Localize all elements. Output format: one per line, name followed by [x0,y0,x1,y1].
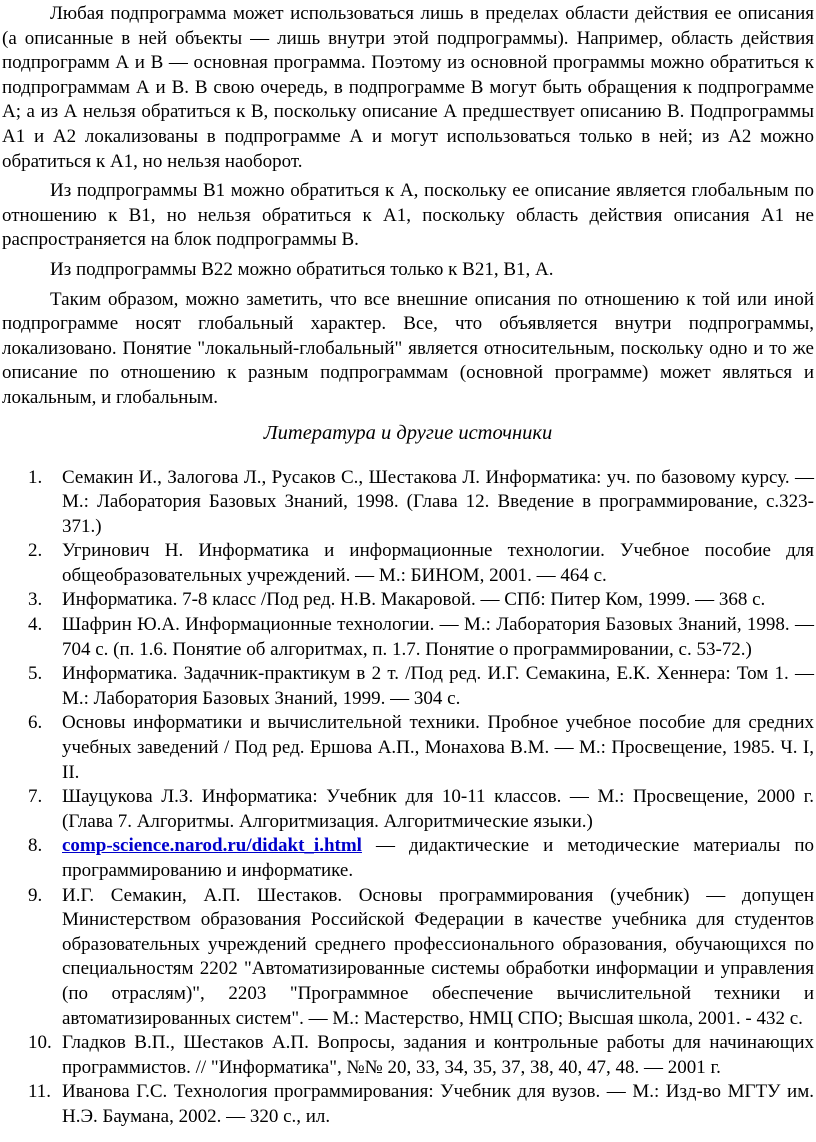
reference-text: Шафрин Ю.А. Информационные технологии. — М.: Лаборатория Базовых Знаний, 1998. — 704 с. (п. 1.6. Понятие об алгоритмах, п. 1.7. Понятие о программировании, с. 53-72.) [62,614,814,660]
reference-number: 3. [28,589,43,611]
reference-item [2,1031,814,1080]
reference-number: 9. [28,884,43,906]
reference-text: Информатика. Задачник-практикум в 2 т. /Под ред. И.Г. Семакина, Е.К. Хеннера: Том 1. — М.: Лаборатория Базовых Знаний, 1999. — 304 с. [62,663,814,709]
reference-item [2,884,814,1032]
reference-item [2,662,814,711]
reference-item [2,588,814,613]
reference-text: Гладков В.П., Шестаков А.П. Вопросы, задания и контрольные работы для начинающих программистов. // "Информатика", №№ 20, 33, 34, 35, 37, 38, 40, 47, 48. — 2001 г. [62,1032,814,1078]
section-heading: Литература и другие источники [263,421,553,444]
reference-item [2,466,814,540]
body-paragraph: Таким образом, можно заметить, что все внешние описания по отношению к той или иной подпрограмме носят глобальный характер. Все, что объявляется внутри подпрограммы, локализовано. Понятие "локальный-глобальный" является относительным, поскольку одно и то же описание по отношению к разным подпрограммам (основной программе) может являться и локальным, и глобальным. [2,288,814,408]
body-paragraph: Из подпрограммы В1 можно обратиться к А, поскольку ее описание является глобальным по отношению к В1, но нельзя обратиться к А1, поскольку область действия описания А1 не распространяется на блок подпрограммы В. [2,180,814,251]
reference-text: Угринович Н. Информатика и информационные технологии. Учебное пособие для общеобразовательных учреждений. — М.: БИНОМ, 2001. — 464 с. [62,540,814,586]
reference-number: 1. [28,466,43,488]
document-page [2,2,814,1130]
reference-text: Семакин И., Залогова Л., Русаков С., Шестакова Л. Информатика: уч. по базовому курсу. — М.: Лаборатория Базовых Знаний, 1998. (Глава 12. Введение в программирование, с.323-371.) [62,466,814,537]
reference-item [2,1080,814,1129]
reference-text: И.Г. Семакин, А.П. Шестаков. Основы программирования (учебник) — допущен Министерством образования Российской Федерации в качестве учебника для студентов образовательных учреждений среднего профессионального образования, обучающихся по специальностям 2202 "Автоматизированные системы обработки информации и управления (по отраслям)", 2203 "Программное обеспечение вычислительной техники и автоматизированных систем". — М.: Мастерство, НМЦ СПО; Высшая школа, 2001. - 432 с. [62,884,814,1029]
reference-number: 10. [28,1032,52,1054]
reference-number: 6. [28,712,43,734]
reference-number: 2. [28,540,43,562]
reference-text: Информатика. 7-8 класс /Под ред. Н.В. Макаровой. — СПб: Питер Ком, 1999. — 368 с. [62,589,766,611]
reference-item [2,711,814,785]
reference-text: — дидактические и методические материалы по программированию и информатике. [62,835,814,881]
reference-number: 7. [28,786,43,808]
reference-link[interactable]: comp-science.narod.ru/didakt_i.html [62,835,362,857]
reference-number: 8. [28,835,43,857]
reference-number: 5. [28,663,43,685]
body-paragraph: Любая подпрограмма может использоваться лишь в пределах области действия ее описания (а описанные в ней объекты — лишь внутри этой подпрограммы). Например, область действия подпрограмм А и В — основная программа. Поэтому из основной программы можно обратиться к подпрограммам А и В. В свою очередь, в подпрограмме В могут быть обращения к подпрограмме А; а из А нельзя обратиться к В, поскольку описание А предшествует описанию В. Подпрограммы А1 и А2 локализованы в подпрограмме А и могут использоваться только в ней; из А2 можно обратиться к А1, но нельзя наоборот. [2,3,814,172]
reference-item [2,785,814,834]
reference-item [2,539,814,588]
reference-item [2,834,814,883]
references-list [2,466,814,1130]
reference-number: 11. [28,1081,52,1103]
reference-text: Иванова Г.С. Технология программирования: Учебник для вузов. — М.: Изд-во МГТУ им. Н.Э. Баумана, 2002. — 320 с., ил. [62,1081,814,1127]
reference-text: Шауцукова Л.З. Информатика: Учебник для 10-11 классов. — М.: Просвещение, 2000 г. (Глава 7. Алгоритмы. Алгоритмизация. Алгоритмические языки.) [62,786,814,832]
reference-item [2,613,814,662]
reference-number: 4. [28,614,43,636]
body-paragraph: Из подпрограммы В22 можно обратиться только к В21, В1, А. [50,258,554,280]
reference-text: Основы информатики и вычислительной техники. Пробное учебное пособие для средних учебных заведений / Под ред. Ершова А.П., Монахова В.М. — М.: Просвещение, 1985. Ч. I, II. [62,712,814,783]
